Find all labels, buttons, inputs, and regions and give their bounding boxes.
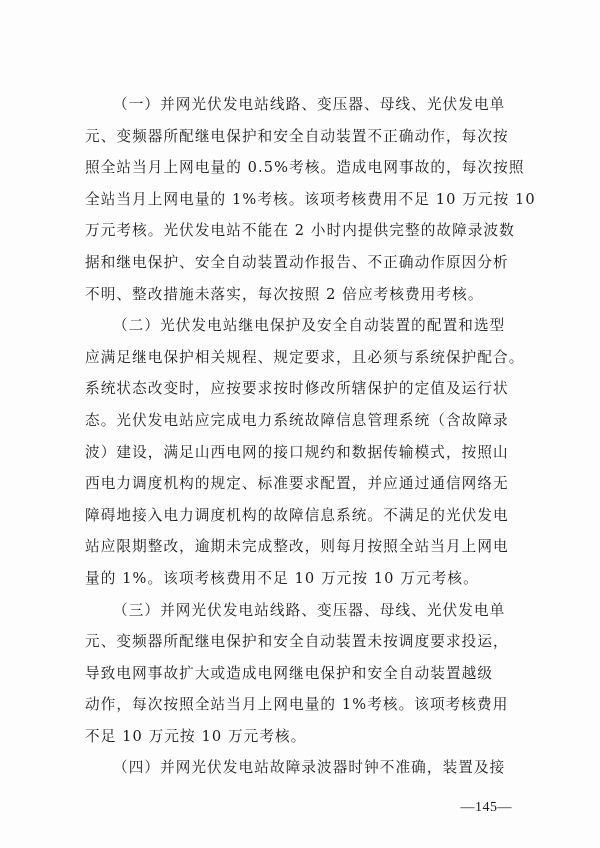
text-line: 全站当月上网电量的 1%考核。该项考核费用不足 10 万元按 10 [85, 190, 536, 208]
text-line: 障碍地接入电力调度机构的故障信息系统。不满足的光伏发电 [85, 506, 509, 524]
text-line: 应满足继电保护相关规程、规定要求，且必须与系统保护配合。 [85, 348, 525, 366]
text-line: 动作，每次按照全站当月上网电量的 1%考核。该项考核费用 [85, 696, 509, 714]
text-line: 站应限期整改，逾期未完成整改，则每月按照全站当月上网电 [85, 538, 509, 556]
text-line: 量的 1%。该项考核费用不足 10 万元按 10 万元考核。 [85, 569, 479, 587]
text-line: （一）并网光伏发电站线路、变压器、母线、光伏发电单 [113, 96, 506, 113]
text-line: 万元考核。光伏发电站不能在 2 小时内提供完整的故障录波数 [85, 222, 515, 240]
text-line: 元、变频器所配继电保护和安全自动装置未按调度要求投运， [85, 633, 509, 651]
text-line: 据和继电保护、安全自动装置动作报告、不正确动作原因分析 [85, 253, 509, 271]
text-line: 照全站当月上网电量的 0.5%考核。造成电网事故的，每次按照 [85, 159, 525, 177]
text-line: （三）并网光伏发电站线路、变压器、母线、光伏发电单 [113, 601, 506, 619]
text-line: 波）建设，满足山西电网的接口规约和数据传输模式，按照山 [85, 443, 509, 461]
text-line: 导致电网事故扩大或造成电网继电保护和安全自动装置越级 [85, 664, 494, 682]
text-line: 系统状态改变时，应按要求按时修改所辖保护的定值及运行状 [85, 380, 509, 398]
text-line: （二）光伏发电站继电保护及安全自动装置的配置和选型 [113, 317, 506, 335]
text-line: （四）并网光伏发电站故障录波器时钟不准确，装置及接 [113, 759, 506, 777]
text-line: 元、变频器所配继电保护和安全自动装置不正确动作，每次按 [85, 127, 509, 145]
text-line: 态。光伏发电站应完成电力系统故障信息管理系统（含故障录 [85, 411, 509, 429]
body-text [85, 89, 536, 784]
text-line: 不足 10 万元按 10 万元考核。 [85, 727, 307, 745]
page-number: —145— [460, 800, 512, 815]
text-line: 西电力调度机构的规定、标准要求配置，并应通过通信网络无 [85, 475, 509, 493]
text-line: 不明、整改措施未落实，每次按照 2 倍应考核费用考核。 [85, 285, 484, 303]
